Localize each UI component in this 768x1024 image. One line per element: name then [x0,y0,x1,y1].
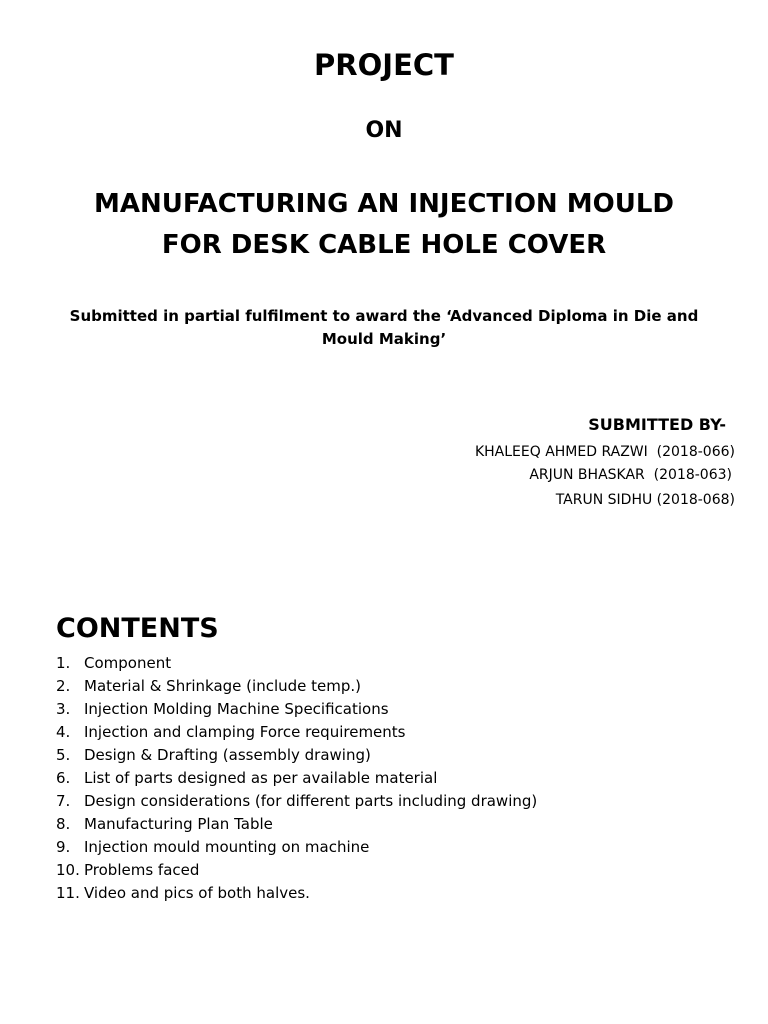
author-name: KHALEEQ AHMED RAZWI (2018-066) [474,444,735,460]
contents-item-text: Design & Drafting (assembly drawing) [84,746,371,764]
contents-item [56,698,537,721]
project-title-line-1: MANUFACTURING AN INJECTION MOULD [94,189,674,219]
contents-heading: CONTENTS [56,613,219,644]
submitted-by-heading: SUBMITTED BY- [588,415,726,434]
contents-item-text: Material & Shrinkage (include temp.) [84,677,362,695]
contents-list [56,652,537,905]
contents-item-text: Problems faced [84,861,200,879]
contents-item [56,813,537,836]
contents-item-text: Design considerations (for different parts including drawing) [84,792,538,810]
contents-item-text: Manufacturing Plan Table [84,815,273,833]
contents-item [56,721,537,744]
contents-item-number: 4. [56,723,71,741]
submission-note-line-1: Submitted in partial fulfilment to award the ‘Advanced Diploma in Die and [69,307,699,325]
contents-item-text: Injection mould mounting on machine [84,838,370,856]
contents-item-text: Injection Molding Machine Specifications [84,700,389,718]
contents-item-text: Injection and clamping Force requirements [84,723,406,741]
contents-item-number: 8. [56,815,71,833]
author-name: TARUN SIDHU (2018-068) [555,492,735,508]
contents-item [56,652,537,675]
contents-item [56,836,537,859]
on-heading: ON [365,118,403,143]
project-title-line-2: FOR DESK CABLE HOLE COVER [161,230,607,260]
contents-item-text: List of parts designed as per available material [84,769,438,787]
submission-note-line-2: Mould Making’ [321,330,447,348]
contents-item-number: 2. [56,677,71,695]
author-name: ARJUN BHASKAR (2018-063) [529,467,732,483]
contents-item [56,675,537,698]
contents-item-number: 9. [56,838,71,856]
contents-item [56,790,537,813]
contents-item-number: 1. [56,654,71,672]
project-heading: PROJECT [314,48,454,82]
contents-item [56,859,537,882]
contents-item-number: 7. [56,792,71,810]
contents-item-number: 11. [56,884,80,902]
contents-item [56,744,537,767]
contents-item-text: Video and pics of both halves. [84,884,310,902]
contents-item-number: 10. [56,861,80,879]
contents-item [56,767,537,790]
contents-item-text: Component [84,654,172,672]
contents-item-number: 5. [56,746,71,764]
contents-item-number: 3. [56,700,71,718]
contents-item-number: 6. [56,769,71,787]
contents-item [56,882,537,905]
